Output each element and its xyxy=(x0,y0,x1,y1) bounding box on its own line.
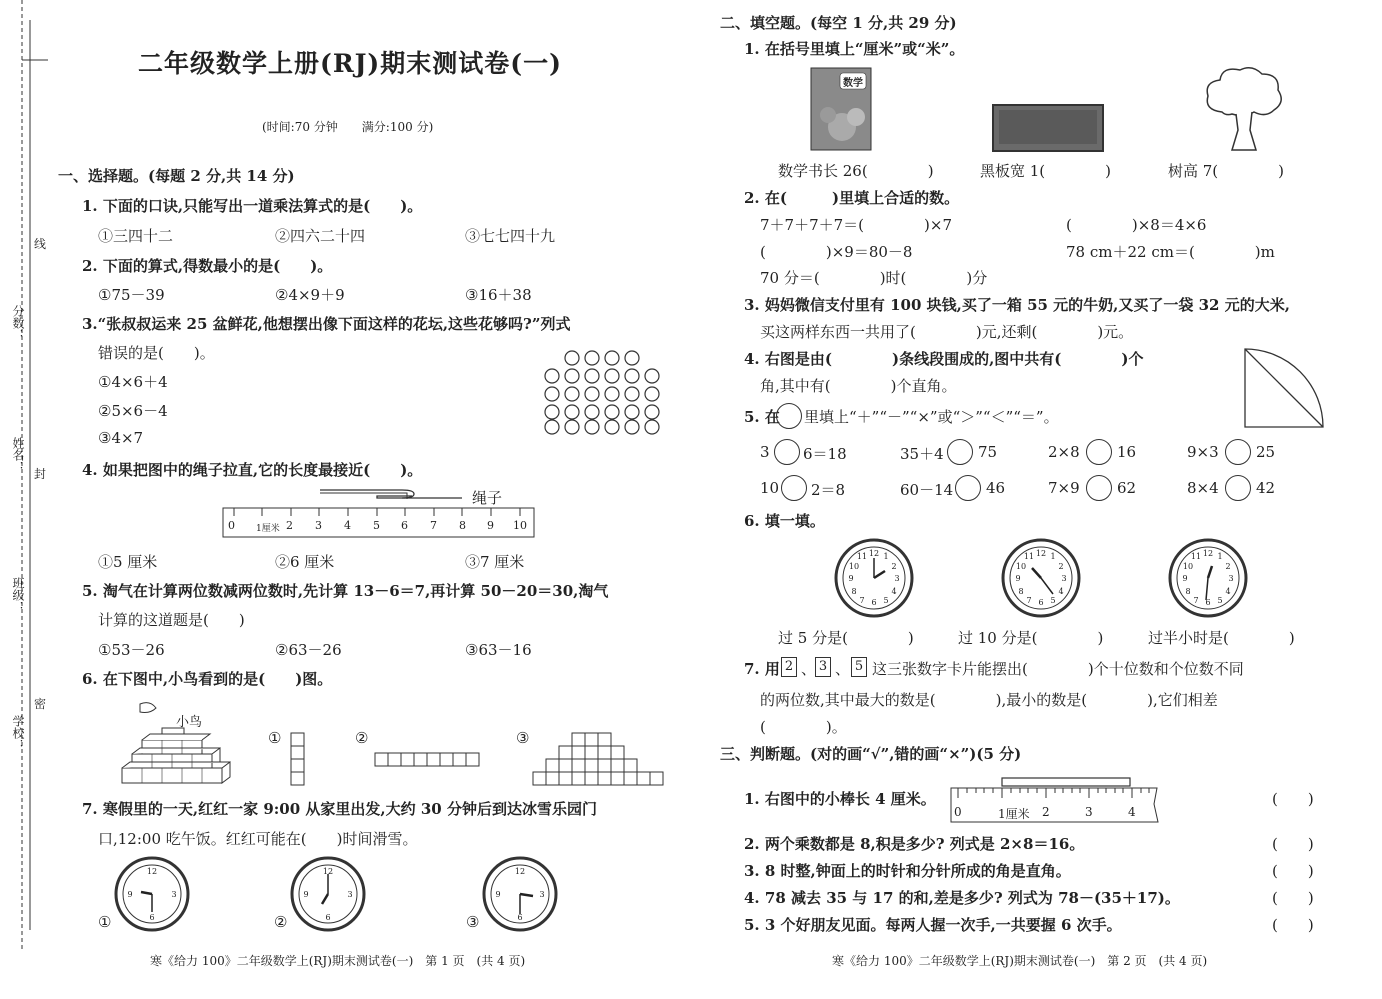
view-option-3[interactable] xyxy=(532,732,664,788)
ruler-tick-9: 9 xyxy=(487,519,494,532)
p2-q5-cell8-right: 42 xyxy=(1256,479,1276,497)
p2-q2-stem: 2. 在( )里填上合适的数。 xyxy=(744,189,960,207)
svg-text:10: 10 xyxy=(848,562,860,571)
clock-label-1: ① xyxy=(98,913,112,931)
rope-label: 绳子 xyxy=(472,489,503,507)
ruler-tick-2: 2 xyxy=(286,519,293,532)
xian-label: 线 xyxy=(34,237,47,251)
p2-q5-cell1-circle[interactable] xyxy=(774,439,800,465)
stick-ruler-tick-0: 0 xyxy=(954,805,962,819)
q4-option-3[interactable]: ③7 厘米 xyxy=(465,553,525,571)
p2-q7-post[interactable]: 这三张数字卡片能摆出( )个十位数和个位数不同 xyxy=(872,660,1244,678)
digit-card-5: 5 xyxy=(851,657,867,677)
svg-text:12: 12 xyxy=(868,549,880,558)
judge-4-answer[interactable]: ( ) xyxy=(1272,889,1314,907)
p2-q5-cell8-circle[interactable] xyxy=(1225,475,1251,501)
q2-option-1[interactable]: ①75－39 xyxy=(98,286,165,304)
q5-option-2[interactable]: ②63－26 xyxy=(275,641,342,659)
svg-text:10: 10 xyxy=(1182,562,1194,571)
q1-stem: 1. 下面的口诀,只能写出一道乘法算式的是( )。 xyxy=(82,197,423,215)
svg-text:4: 4 xyxy=(1058,587,1064,596)
p2-q5-cell5-left: 10 xyxy=(760,479,780,497)
p2-q6-item-1[interactable]: 过 5 分是( ) xyxy=(778,629,914,647)
q3-stem-line1: 3.“张叔叔运来 25 盆鲜花,他想摆出像下面这样的花坛,这些花够吗?”列式 xyxy=(82,315,571,333)
svg-text:6: 6 xyxy=(1205,598,1211,607)
p2-q5-cell2-circle[interactable] xyxy=(947,439,973,465)
p2-q1-stem: 1. 在括号里填上“厘米”或“米”。 xyxy=(744,40,965,58)
clock-label-3: ③ xyxy=(466,913,480,931)
svg-text:4: 4 xyxy=(891,587,897,596)
p2-q5-cell3-right: 16 xyxy=(1117,443,1137,461)
q7-stem-line2: 口,12:00 吃午饭。红红可能在( )时间滑雪。 xyxy=(98,830,418,848)
svg-text:7: 7 xyxy=(859,596,865,605)
svg-text:5: 5 xyxy=(883,596,889,605)
p2-clock-icon-3 xyxy=(1168,538,1248,618)
digit-card-2: 2 xyxy=(781,657,797,677)
svg-text:10: 10 xyxy=(1015,562,1027,571)
judge-5-text: 5. 3 个好朋友见面。每两人握一次手,一共要握 6 次手。 xyxy=(744,916,1122,934)
p2-q1-item-book[interactable]: 数学书长 26( ) xyxy=(778,162,934,180)
view-label-2: ② xyxy=(355,729,369,747)
stick-ruler-tick-2: 2 xyxy=(1042,805,1050,819)
p2-q5-cell4-circle[interactable] xyxy=(1225,439,1251,465)
p2-q1-item-board[interactable]: 黑板宽 1( ) xyxy=(980,162,1112,180)
p2-q5-cell2-right: 75 xyxy=(978,443,998,461)
svg-text:12: 12 xyxy=(1035,549,1047,558)
name-label: 姓名： xyxy=(11,437,25,473)
page-title: 二年级数学上册(RJ)期末测试卷(一) xyxy=(138,49,562,78)
p2-q7-line2[interactable]: 的两位数,其中最大的数是( ),最小的数是( ),它们相差 xyxy=(760,691,1218,709)
ruler-tick-6: 6 xyxy=(401,519,408,532)
view-label-1: ① xyxy=(268,729,282,747)
ruler-tick-unit: 1厘米 xyxy=(256,524,280,534)
section-judge-heading: 三、判断题。(对的画“√”,错的画“×”)(5 分) xyxy=(720,745,1022,763)
svg-text:8: 8 xyxy=(851,587,857,596)
flower-bed-figure xyxy=(538,348,668,438)
mi-label: 密 xyxy=(34,697,47,711)
q3-option-2[interactable]: ②5×6－4 xyxy=(98,402,168,420)
svg-text:9: 9 xyxy=(495,890,501,899)
card-sep-1: 、 xyxy=(801,660,817,678)
svg-text:11: 11 xyxy=(1023,552,1035,561)
p2-q5-cell1-right: 6＝18 xyxy=(803,445,847,463)
clock-icon-1[interactable] xyxy=(114,856,190,932)
svg-text:1: 1 xyxy=(883,552,889,561)
page-2-footer: 寒《给力 100》二年级数学上(RJ)期末测试卷(一) 第 2 页 (共 4 页) xyxy=(832,954,1208,968)
book-cover-title: 数学 xyxy=(843,78,863,89)
stick-ruler-tick-3: 3 xyxy=(1085,805,1093,819)
svg-text:8: 8 xyxy=(1018,587,1024,596)
p2-q5-cell4-right: 25 xyxy=(1256,443,1276,461)
p2-q4-stem-line2[interactable]: 角,其中有( )个直角。 xyxy=(760,377,957,395)
svg-text:9: 9 xyxy=(1182,574,1188,583)
p2-q1-item-tree[interactable]: 树高 7( ) xyxy=(1168,162,1285,180)
svg-text:2: 2 xyxy=(1225,562,1231,571)
q7-stem-line1: 7. 寒假里的一天,红红一家 9:00 从家里出发,大约 30 分钟后到达冰雪乐园门 xyxy=(82,800,597,818)
q3-stem-line2: 错误的是( )。 xyxy=(98,344,215,362)
clock-icon-3[interactable] xyxy=(482,856,558,932)
bird-label: 小鸟 xyxy=(176,715,203,730)
p2-q5-cell5-right: 2＝8 xyxy=(811,481,846,499)
p2-q6-stem: 6. 填一填。 xyxy=(744,512,825,530)
svg-text:3: 3 xyxy=(347,890,353,899)
p2-q7-pre: 7. 用 xyxy=(744,660,780,678)
q1-option-3[interactable]: ③七七四十九 xyxy=(465,227,556,245)
svg-text:3: 3 xyxy=(539,890,545,899)
svg-text:2: 2 xyxy=(1058,562,1064,571)
p2-q5-cell5-circle[interactable] xyxy=(781,475,807,501)
p2-q5-cell6-right: 46 xyxy=(986,479,1006,497)
stick-ruler-tick-4: 4 xyxy=(1128,805,1136,819)
section-fill-heading: 二、填空题。(每空 1 分,共 29 分) xyxy=(720,14,957,32)
p2-q3-stem-line1: 3. 妈妈微信支付里有 100 块钱,买了一箱 55 元的牛奶,又买了一袋 32 元的大米, xyxy=(744,296,1290,314)
p2-q2-eq5[interactable]: 70 分＝( )时( )分 xyxy=(760,269,988,287)
page-1-footer: 寒《给力 100》二年级数学上(RJ)期末测试卷(一) 第 1 页 (共 4 页) xyxy=(150,954,526,968)
judge-3-answer[interactable]: ( ) xyxy=(1272,862,1314,880)
binding-lines xyxy=(0,0,50,999)
q2-stem: 2. 下面的算式,得数最小的是( )。 xyxy=(82,257,333,275)
svg-text:3: 3 xyxy=(171,890,177,899)
judge-1-text: 1. 右图中的小棒长 4 厘米。 xyxy=(744,790,936,808)
judge-2-text: 2. 两个乘数都是 8,积是多少? 列式是 2×8＝16。 xyxy=(744,835,1085,853)
p2-q7-line3[interactable]: ( )。 xyxy=(760,718,847,736)
p2-q5-cell3-circle[interactable] xyxy=(1086,439,1112,465)
svg-text:11: 11 xyxy=(1190,552,1202,561)
p2-q2-eq3[interactable]: ( )×9＝80－8 xyxy=(760,243,913,261)
q4-stem: 4. 如果把图中的绳子拉直,它的长度最接近( )。 xyxy=(82,461,423,479)
p2-q5-cell7-right: 62 xyxy=(1117,479,1137,497)
q1-option-1[interactable]: ①三四十二 xyxy=(98,227,174,245)
ruler-tick-8: 8 xyxy=(459,519,466,532)
ruler-tick-5: 5 xyxy=(373,519,380,532)
tree-image xyxy=(1202,64,1286,152)
svg-text:6: 6 xyxy=(517,913,523,922)
p2-q5-stem-pre: 5. 在 xyxy=(744,408,780,426)
q1-option-2[interactable]: ②四六二十四 xyxy=(275,227,366,245)
p2-q2-eq1[interactable]: 7＋7＋7＋7＝( )×7 xyxy=(760,216,952,234)
svg-text:12: 12 xyxy=(1202,549,1214,558)
p2-clock-icon-2 xyxy=(1001,538,1081,618)
svg-text:11: 11 xyxy=(856,552,868,561)
p2-q5-cell4-left: 9×3 xyxy=(1187,443,1219,461)
svg-text:2: 2 xyxy=(891,562,897,571)
q5-option-1[interactable]: ①53－26 xyxy=(98,641,165,659)
score-label: 分数： xyxy=(11,305,25,341)
svg-text:4: 4 xyxy=(1225,587,1231,596)
p2-q5-cell6-circle[interactable] xyxy=(955,475,981,501)
svg-text:8: 8 xyxy=(1185,587,1191,596)
svg-text:3: 3 xyxy=(1228,574,1234,583)
svg-text:9: 9 xyxy=(127,890,133,899)
q5-stem-line1: 5. 淘气在计算两位数减两位数时,先计算 13－6＝7,再计算 50－20＝30,淘气 xyxy=(82,582,609,600)
view-option-2[interactable] xyxy=(374,752,494,768)
blank-circle-icon xyxy=(776,403,802,429)
p2-q5-cell2-left: 35＋4 xyxy=(900,445,944,463)
section-choice-heading: 一、选择题。(每题 2 分,共 14 分) xyxy=(58,167,295,185)
p2-q5-stem-post: 里填上“＋”“－”“×”或“＞”“＜”“＝”。 xyxy=(804,408,1059,426)
view-label-3: ③ xyxy=(516,729,530,747)
svg-text:9: 9 xyxy=(303,890,309,899)
stick-ruler-tick-1: 1厘米 xyxy=(998,807,1030,821)
svg-text:7: 7 xyxy=(1026,596,1032,605)
p2-q5-cell8-left: 8×4 xyxy=(1187,479,1219,497)
svg-text:5: 5 xyxy=(1217,596,1223,605)
q5-option-3[interactable]: ③63－16 xyxy=(465,641,532,659)
svg-text:6: 6 xyxy=(871,598,877,607)
p2-q6-item-2[interactable]: 过 10 分是( ) xyxy=(958,629,1104,647)
class-label: 班级： xyxy=(11,577,25,613)
svg-text:6: 6 xyxy=(1038,598,1044,607)
exam-meta: (时间:70 分钟 满分:100 分) xyxy=(262,120,434,134)
svg-text:9: 9 xyxy=(1015,574,1021,583)
p2-q6-item-3[interactable]: 过半小时是( ) xyxy=(1148,629,1295,647)
ruler-tick-4: 4 xyxy=(344,519,351,532)
svg-text:3: 3 xyxy=(894,574,900,583)
judge-5-answer[interactable]: ( ) xyxy=(1272,916,1314,934)
q4-option-1[interactable]: ①5 厘米 xyxy=(98,553,158,571)
q2-option-2[interactable]: ②4×9＋9 xyxy=(275,286,345,304)
p2-q2-eq4[interactable]: 78 cm＋22 cm＝( )m xyxy=(1066,243,1275,261)
digit-card-3: 3 xyxy=(815,657,831,677)
p2-q5-cell3-left: 2×8 xyxy=(1048,443,1080,461)
judge-1-answer[interactable]: ( ) xyxy=(1272,790,1314,808)
p2-q2-eq2[interactable]: ( )×8＝4×6 xyxy=(1066,216,1207,234)
school-label: 学校： xyxy=(11,715,25,751)
quarter-circle-figure xyxy=(1243,347,1325,429)
svg-text:12: 12 xyxy=(514,867,526,876)
judge-2-answer[interactable]: ( ) xyxy=(1272,835,1314,853)
q5-stem-line2: 计算的这道题是( ) xyxy=(98,611,245,629)
feng-label: 封 xyxy=(34,467,47,481)
p2-q5-cell7-left: 7×9 xyxy=(1048,479,1080,497)
p2-clock-icon-1 xyxy=(834,538,914,618)
svg-text:6: 6 xyxy=(149,913,155,922)
ruler-tick-0: 0 xyxy=(228,519,235,532)
q3-option-1[interactable]: ①4×6＋4 xyxy=(98,373,168,391)
ruler-tick-3: 3 xyxy=(315,519,322,532)
clock-icon-2[interactable] xyxy=(290,856,366,932)
p2-q4-stem-line1[interactable]: 4. 右图是由( )条线段围成的,图中共有( )个 xyxy=(744,350,1144,368)
svg-text:12: 12 xyxy=(146,867,158,876)
p2-q5-cell6-left: 60－14 xyxy=(900,481,954,499)
p2-q5-cell7-circle[interactable] xyxy=(1086,475,1112,501)
card-sep-2: 、 xyxy=(835,660,851,678)
svg-text:5: 5 xyxy=(1050,596,1056,605)
ruler-tick-7: 7 xyxy=(430,519,437,532)
judge-4-text: 4. 78 减去 35 与 17 的和,差是多少? 列式为 78－(35＋17)。 xyxy=(744,889,1180,907)
svg-text:3: 3 xyxy=(1061,574,1067,583)
q4-option-2[interactable]: ②6 厘米 xyxy=(275,553,335,571)
q3-option-3[interactable]: ③4×7 xyxy=(98,429,144,447)
svg-text:1: 1 xyxy=(1217,552,1223,561)
q6-stem: 6. 在下图中,小鸟看到的是( )图。 xyxy=(82,670,333,688)
q2-option-3[interactable]: ③16＋38 xyxy=(465,286,532,304)
judge-3-text: 3. 8 时整,钟面上的时针和分针所成的角是直角。 xyxy=(744,862,1071,880)
svg-text:9: 9 xyxy=(848,574,854,583)
p2-q5-cell1-left: 3 xyxy=(760,443,770,461)
svg-text:12: 12 xyxy=(322,867,334,876)
clock-label-2: ② xyxy=(274,913,288,931)
blackboard-image xyxy=(992,104,1104,152)
svg-text:6: 6 xyxy=(325,913,331,922)
view-option-1[interactable] xyxy=(290,732,306,788)
svg-text:1: 1 xyxy=(1050,552,1056,561)
ruler-tick-10: 10 xyxy=(513,519,527,532)
svg-text:7: 7 xyxy=(1193,596,1199,605)
p2-q3-stem-line2[interactable]: 买这两样东西一共用了( )元,还剩( )元。 xyxy=(760,323,1134,341)
